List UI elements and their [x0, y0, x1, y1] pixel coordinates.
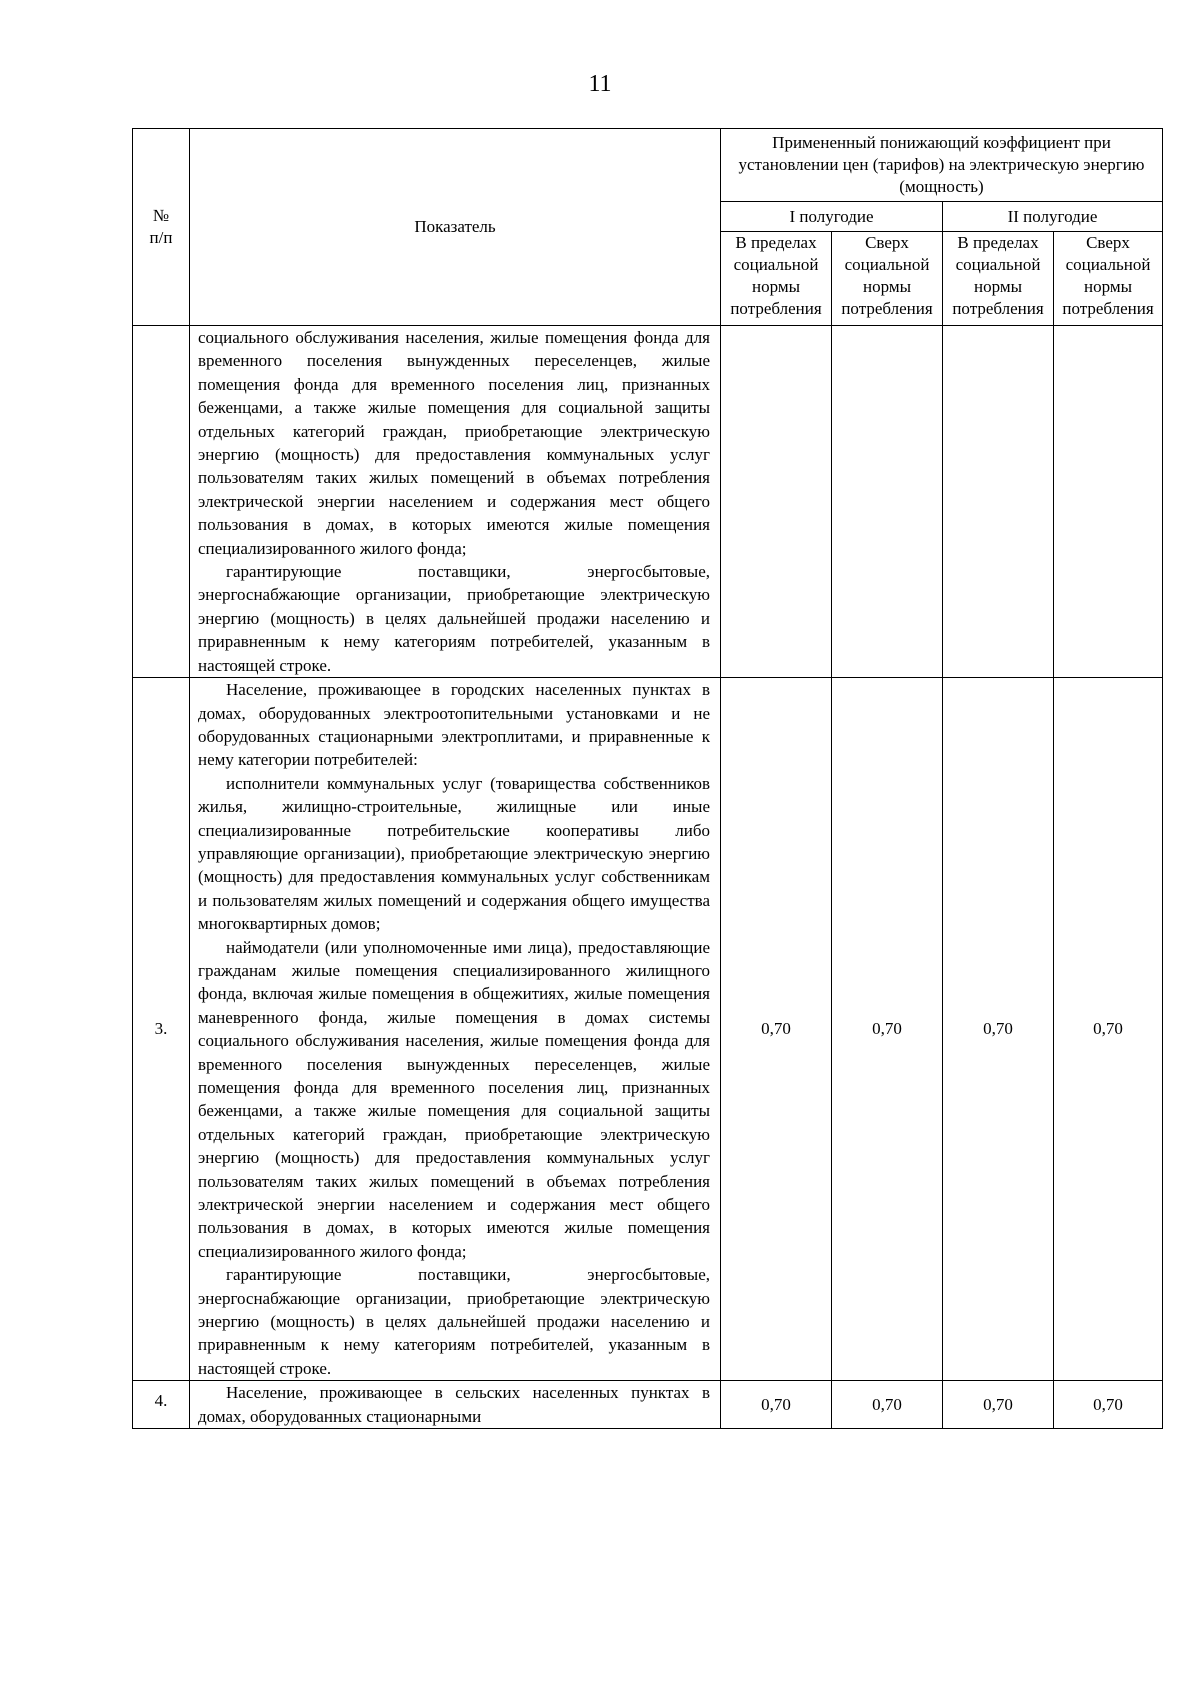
header-indicator-label: Показатель [414, 217, 496, 237]
value-h2-above: 0,70 [1054, 1381, 1163, 1429]
value-h2-above: 0,70 [1054, 678, 1163, 1381]
value-h2-within: 0,70 [943, 1381, 1054, 1429]
header-number-label: № п/п [149, 206, 173, 247]
header-h1-above-norm: Сверх социальной нормы потребления [832, 232, 943, 326]
value-h1-within: 0,70 [721, 1381, 832, 1429]
value-h2-within [943, 326, 1054, 678]
header-half-2: II полугодие [943, 202, 1163, 232]
header-half-1: I полугодие [721, 202, 943, 232]
tariff-coefficient-table [132, 128, 1163, 1429]
row-description [190, 1381, 721, 1429]
table-row [133, 326, 1163, 678]
value-h2-within: 0,70 [943, 678, 1054, 1381]
row-paragraph: гарантирующие поставщики, энергосбытовые, энергоснабжающие организации, приобретающие электрическую энергию (мощность) в целях дальнейшей продажи населению и приравненным к нему категориям потребителей, указанным в настоящей строке. [198, 562, 710, 675]
header-h2-within-norm: В пределах социальной нормы потребления [943, 232, 1054, 326]
header-indicator [190, 129, 721, 326]
row-paragraph: гарантирующие поставщики, энергосбытовые, энергоснабжающие организации, приобретающие электрическую энергию (мощность) в целях дальнейшей продажи населению и приравненным к нему категориям потребителей, указанным в настоящей строке. [198, 1265, 710, 1378]
row-paragraph: исполнители коммунальных услуг (товарищества собственников жилья, жилищно-строительные, жилищные или иные специализированные потребительские кооперативы либо управляющие организации), приобретающие электрическую энергию (мощность) для предоставления коммунальных услуг собственникам и пользователям жилых помещений и содержания общего имущества многоквартирных домов; [198, 773, 710, 934]
header-h1-within-norm: В пределах социальной нормы потребления [721, 232, 832, 326]
row-paragraph: Население, проживающее в городских населенных пунктах в домах, оборудованных электроотопительными установками и не оборудованных стационарными электроплитами, и приравненные к нему категории потребителей: [198, 680, 710, 770]
value-h1-within: 0,70 [721, 678, 832, 1381]
table-row [133, 678, 1163, 1381]
value-h1-above [832, 326, 943, 678]
header-h2-above-norm: Сверх социальной нормы потребления [1054, 232, 1163, 326]
header-coefficient [721, 129, 1163, 202]
row-paragraph: социального обслуживания населения, жилые помещения фонда для временного поселения вынужденных переселенцев, жилые помещения фонда для временного поселения лиц, признанных беженцами, а также жилые помещения для социальной защиты отдельных категорий граждан, приобретающие электрическую энергию (мощность) для предоставления коммунальных услуг пользователям таких жилых помещений в объемах потребления электрической энергии населением и содержания мест общего пользования в домах, в которых имеются жилые помещения специализированного жилого фонда; [198, 328, 710, 558]
value-h1-above: 0,70 [832, 1381, 943, 1429]
row-number [133, 326, 190, 678]
value-h1-above: 0,70 [832, 678, 943, 1381]
row-paragraph: наймодатели (или уполномоченные ими лица), предоставляющие гражданам жилые помещения специализированного жилищного фонда, включая жилые помещения в общежитиях, жилые помещения маневренного фонда, жилые помещения в домах системы социального обслуживания населения, жилые помещения фонда для временного поселения вынужденных переселенцев, жилые помещения фонда для временного поселения лиц, признанных беженцами, а также жилые помещения для социальной защиты отдельных категорий граждан, приобретающие электрическую энергию (мощность) для предоставления коммунальных услуг пользователям таких жилых помещений в объемах потребления электрической энергии населением и содержания мест общего пользования в домах, в которых имеются жилые помещения специализированного жилого фонда; [198, 937, 710, 1261]
row-paragraph: Население, проживающее в сельских населенных пунктах в домах, оборудованных стационарными [198, 1383, 710, 1426]
row-description [190, 678, 721, 1381]
value-h2-above [1054, 326, 1163, 678]
value-h1-within [721, 326, 832, 678]
header-coefficient-label: Примененный понижающий коэффициент при установлении цен (тарифов) на электрическую энергию (мощность) [738, 133, 1145, 196]
header-number [133, 129, 190, 326]
table-row [133, 1381, 1163, 1429]
page-number: 11 [588, 71, 612, 97]
row-description [190, 326, 721, 678]
row-number: 4. [133, 1381, 190, 1429]
row-number: 3. [133, 678, 190, 1381]
